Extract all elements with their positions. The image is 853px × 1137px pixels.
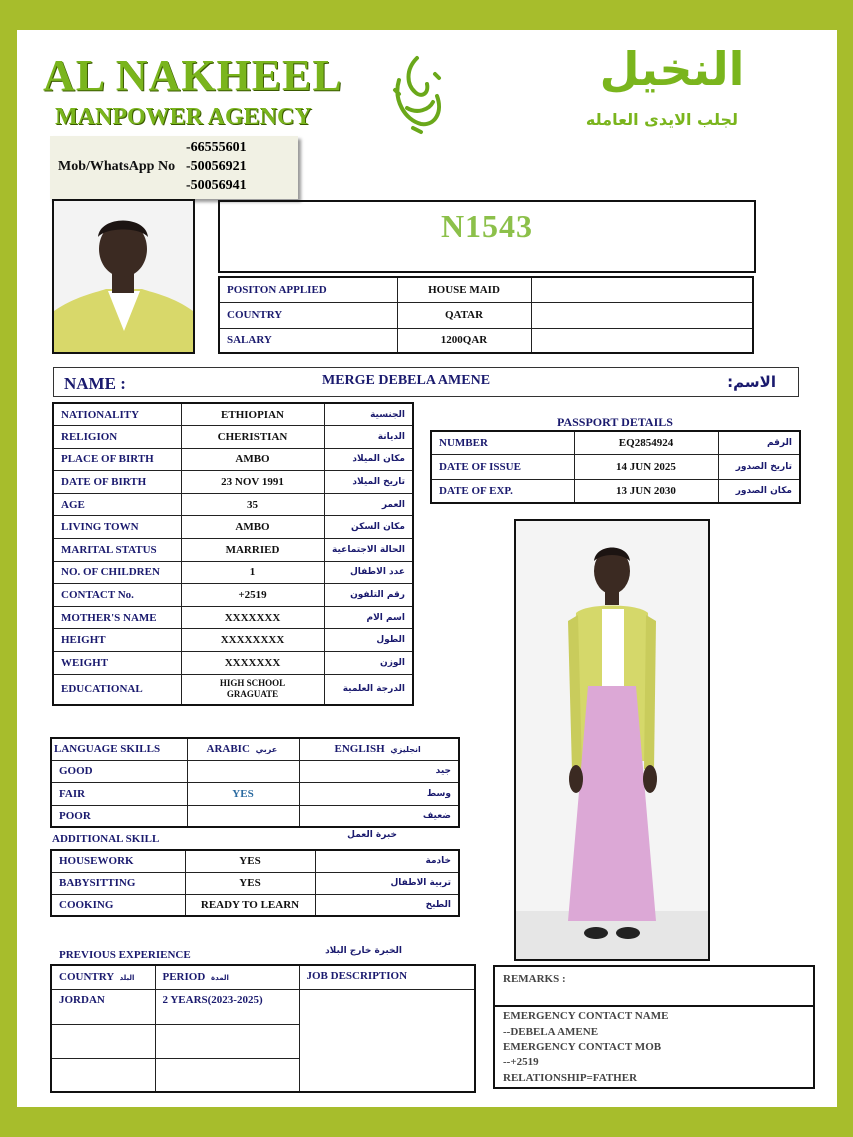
babysitting-ar: تربية الاطفال bbox=[315, 872, 459, 894]
experience-title: PREVIOUS EXPERIENCE bbox=[59, 949, 191, 961]
personal-row bbox=[53, 561, 413, 584]
arabic-column-ar: عربي bbox=[255, 745, 278, 755]
personal-value: MARRIED bbox=[181, 539, 324, 562]
passport-row bbox=[431, 431, 800, 454]
personal-value: AMBO bbox=[181, 448, 324, 471]
personal-row bbox=[53, 629, 413, 652]
personal-row bbox=[53, 403, 413, 426]
phone-box bbox=[50, 136, 298, 199]
passport-title: PASSPORT DETAILS bbox=[557, 415, 673, 429]
personal-row bbox=[53, 652, 413, 675]
remarks-line-1: EMERGENCY CONTACT NAME bbox=[503, 1010, 669, 1022]
personal-row bbox=[53, 539, 413, 562]
personal-label: CONTACT No. bbox=[53, 584, 181, 607]
passport-value: EQ2854924 bbox=[574, 431, 718, 454]
personal-label-ar: اسم الام bbox=[324, 606, 413, 629]
housework-value: YES bbox=[185, 850, 315, 872]
personal-label-ar: تاريخ الميلاد bbox=[324, 471, 413, 494]
experience-job-header: JOB DESCRIPTION bbox=[299, 965, 475, 989]
personal-label: MARITAL STATUS bbox=[53, 539, 181, 562]
experience-country-2 bbox=[51, 1024, 155, 1058]
personal-label: AGE bbox=[53, 493, 181, 516]
language-header: LANGUAGE SKILLS bbox=[51, 738, 187, 760]
personal-label-ar: عدد الاطفال bbox=[324, 561, 413, 584]
passport-label: DATE OF EXP. bbox=[431, 479, 574, 503]
personal-value: HIGH SCHOOL GRAGUATE bbox=[181, 674, 324, 705]
remarks-divider bbox=[495, 1005, 813, 1007]
personal-label-ar: رقم التلفون bbox=[324, 584, 413, 607]
country-value: QATAR bbox=[397, 302, 531, 328]
language-fair: FAIR bbox=[51, 782, 187, 805]
language-poor-ar: ضعيف bbox=[299, 805, 459, 827]
remarks-line-4: --+2519 bbox=[503, 1056, 539, 1068]
full-body-photo bbox=[514, 519, 710, 961]
remarks-line-5: RELATIONSHIP=FATHER bbox=[503, 1072, 638, 1084]
arabic-column bbox=[187, 738, 299, 760]
personal-label-ar: الطول bbox=[324, 629, 413, 652]
remarks-line-3: EMERGENCY CONTACT MOB bbox=[503, 1041, 662, 1053]
cooking-ar: الطبخ bbox=[315, 894, 459, 916]
personal-value: AMBO bbox=[181, 516, 324, 539]
personal-row bbox=[53, 448, 413, 471]
remarks-box bbox=[493, 965, 815, 1089]
personal-label: NATIONALITY bbox=[53, 403, 181, 426]
personal-value: 1 bbox=[181, 561, 324, 584]
personal-label-ar: العمر bbox=[324, 493, 413, 516]
experience-country-3 bbox=[51, 1058, 155, 1092]
portrait-photo bbox=[52, 199, 195, 354]
personal-value: CHERISTIAN bbox=[181, 426, 324, 449]
experience-country-header bbox=[51, 965, 155, 989]
personal-label: MOTHER'S NAME bbox=[53, 606, 181, 629]
language-fair-ar: وسط bbox=[299, 782, 459, 805]
experience-title-ar: الخبرة خارج البلاد bbox=[325, 946, 402, 956]
position-label: POSITON APPLIED bbox=[219, 277, 397, 302]
position-extra bbox=[531, 277, 753, 302]
language-good-ar: جيد bbox=[299, 760, 459, 782]
experience-period-1: 2 YEARS(2023-2025) bbox=[155, 989, 299, 1024]
personal-label-ar: مكان السكن bbox=[324, 516, 413, 539]
language-table bbox=[50, 737, 460, 828]
experience-country-label: COUNTRY bbox=[59, 971, 114, 984]
housework-label: HOUSEWORK bbox=[51, 850, 185, 872]
phone-1: -66555601 bbox=[186, 140, 247, 155]
country-label: COUNTRY bbox=[219, 302, 397, 328]
phone-3: -50056941 bbox=[186, 178, 247, 193]
personal-label: NO. OF CHILDREN bbox=[53, 561, 181, 584]
passport-value: 14 JUN 2025 bbox=[574, 454, 718, 479]
passport-label-ar: مكان الصدور bbox=[718, 479, 800, 503]
language-poor-arabic bbox=[187, 805, 299, 827]
language-poor: POOR bbox=[51, 805, 187, 827]
cv-page bbox=[17, 30, 837, 1107]
arabic-tagline: لجلب الايدى العامله bbox=[585, 110, 739, 129]
personal-label-ar: مكان الميلاد bbox=[324, 448, 413, 471]
position-table bbox=[218, 276, 754, 354]
experience-period-header bbox=[155, 965, 299, 989]
phone-2: -50056921 bbox=[186, 159, 247, 174]
english-column-ar: انجليزي bbox=[390, 745, 421, 755]
personal-label-ar: الدرجة العلمية bbox=[324, 674, 413, 705]
personal-row bbox=[53, 674, 413, 705]
personal-value: 35 bbox=[181, 493, 324, 516]
personal-value: XXXXXXX bbox=[181, 606, 324, 629]
passport-row bbox=[431, 454, 800, 479]
passport-table bbox=[430, 430, 801, 504]
salary-value: 1200QAR bbox=[397, 328, 531, 353]
passport-label: DATE OF ISSUE bbox=[431, 454, 574, 479]
salary-extra bbox=[531, 328, 753, 353]
personal-row bbox=[53, 584, 413, 607]
passport-label: NUMBER bbox=[431, 431, 574, 454]
personal-row bbox=[53, 493, 413, 516]
personal-row bbox=[53, 426, 413, 449]
additional-skill-title-ar: خبرة العمل bbox=[347, 830, 397, 840]
passport-row bbox=[431, 479, 800, 503]
babysitting-value: YES bbox=[185, 872, 315, 894]
babysitting-label: BABYSITTING bbox=[51, 872, 185, 894]
personal-label: PLACE OF BIRTH bbox=[53, 448, 181, 471]
experience-period-ar: المدة bbox=[211, 974, 229, 983]
personal-label-ar: الحالة الاجتماعية bbox=[324, 539, 413, 562]
experience-period-3 bbox=[155, 1058, 299, 1092]
personal-value: ETHIOPIAN bbox=[181, 403, 324, 426]
language-good: GOOD bbox=[51, 760, 187, 782]
name-bar bbox=[53, 367, 799, 397]
personal-value: XXXXXXXX bbox=[181, 629, 324, 652]
personal-row bbox=[53, 606, 413, 629]
agency-subtitle: MANPOWER AGENCY bbox=[55, 104, 312, 130]
language-good-arabic bbox=[187, 760, 299, 782]
passport-label-ar: تاريخ الصدور bbox=[718, 454, 800, 479]
position-value: HOUSE MAID bbox=[397, 277, 531, 302]
personal-label: RELIGION bbox=[53, 426, 181, 449]
reference-code: N1543 bbox=[440, 208, 534, 244]
experience-period-label: PERIOD bbox=[162, 971, 206, 984]
agency-name: AL NAKHEEL bbox=[43, 51, 343, 100]
remarks-line-2: --DEBELA AMENE bbox=[503, 1026, 599, 1038]
personal-label: LIVING TOWN bbox=[53, 516, 181, 539]
passport-label-ar: الرقم bbox=[718, 431, 800, 454]
cooking-value: READY TO LEARN bbox=[185, 894, 315, 916]
name-arabic-label: الاسم: bbox=[727, 373, 776, 391]
remarks-label: REMARKS : bbox=[503, 973, 566, 985]
arabic-agency-name: النخيل bbox=[599, 42, 745, 96]
english-column bbox=[299, 738, 459, 760]
personal-label-ar: الجنسية bbox=[324, 403, 413, 426]
personal-value: XXXXXXX bbox=[181, 652, 324, 675]
experience-country-1: JORDAN bbox=[51, 989, 155, 1024]
personal-row bbox=[53, 471, 413, 494]
candidate-name: MERGE DEBELA AMENE bbox=[322, 373, 491, 388]
experience-period-2 bbox=[155, 1024, 299, 1058]
personal-label-ar: الديانة bbox=[324, 426, 413, 449]
phone-label: Mob/WhatsApp No bbox=[58, 159, 176, 174]
personal-value: 23 NOV 1991 bbox=[181, 471, 324, 494]
personal-label: HEIGHT bbox=[53, 629, 181, 652]
additional-skill-title: ADDITIONAL SKILL bbox=[52, 833, 160, 845]
personal-table bbox=[52, 402, 414, 706]
housework-ar: خادمة bbox=[315, 850, 459, 872]
country-extra bbox=[531, 302, 753, 328]
personal-label: WEIGHT bbox=[53, 652, 181, 675]
cooking-label: COOKING bbox=[51, 894, 185, 916]
personal-value: +2519 bbox=[181, 584, 324, 607]
experience-table bbox=[50, 964, 476, 1093]
personal-row bbox=[53, 516, 413, 539]
passport-value: 13 JUN 2030 bbox=[574, 479, 718, 503]
calligraphy-logo bbox=[377, 50, 457, 140]
additional-skill-table bbox=[50, 849, 460, 917]
name-label: NAME : bbox=[64, 374, 126, 393]
experience-country-ar: البلد bbox=[119, 974, 135, 983]
personal-label-ar: الوزن bbox=[324, 652, 413, 675]
arabic-column-label: ARABIC bbox=[206, 743, 250, 756]
salary-label: SALARY bbox=[219, 328, 397, 353]
personal-label: DATE OF BIRTH bbox=[53, 471, 181, 494]
language-fair-arabic: YES bbox=[187, 782, 299, 805]
reference-box bbox=[218, 200, 756, 273]
english-column-label: ENGLISH bbox=[334, 743, 385, 756]
personal-label: EDUCATIONAL bbox=[53, 674, 181, 705]
experience-job-description bbox=[299, 989, 475, 1092]
